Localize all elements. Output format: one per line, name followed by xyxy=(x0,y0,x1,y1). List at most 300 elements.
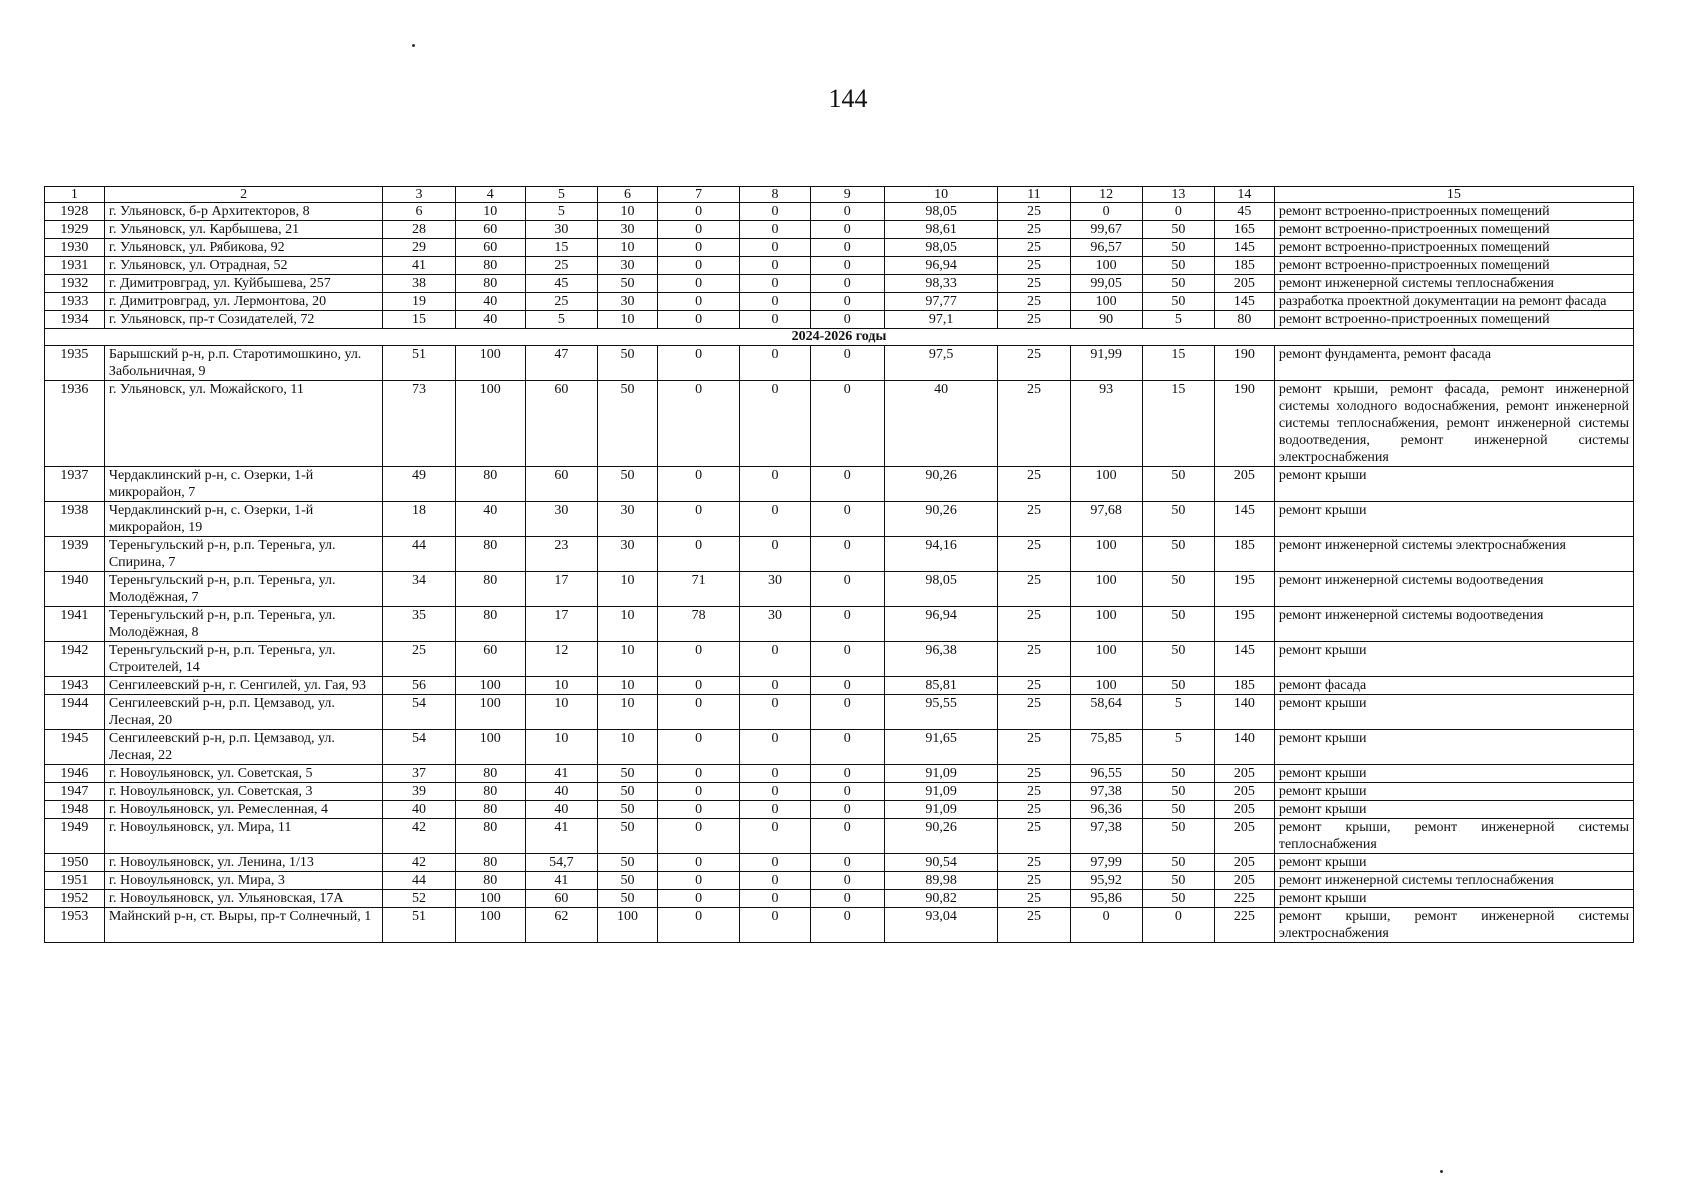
value-cell: 99,67 xyxy=(1070,221,1142,239)
row-number-cell: 1952 xyxy=(45,890,105,908)
value-cell: 0 xyxy=(657,346,740,381)
value-cell: 205 xyxy=(1214,765,1274,783)
value-cell: 6 xyxy=(383,203,455,221)
value-cell: 0 xyxy=(657,854,740,872)
value-cell: 91,09 xyxy=(884,783,998,801)
value-cell: 195 xyxy=(1214,607,1274,642)
value-cell: 190 xyxy=(1214,381,1274,467)
work-type-cell: ремонт крыши xyxy=(1274,890,1633,908)
value-cell: 225 xyxy=(1214,908,1274,943)
value-cell: 50 xyxy=(598,801,658,819)
value-cell: 19 xyxy=(383,293,455,311)
value-cell: 50 xyxy=(1142,607,1214,642)
value-cell: 50 xyxy=(1142,642,1214,677)
work-type-cell: ремонт крыши, ремонт инженерной системы электроснабжения xyxy=(1274,908,1633,943)
value-cell: 40 xyxy=(455,502,525,537)
value-cell: 25 xyxy=(998,467,1070,502)
value-cell: 0 xyxy=(810,239,884,257)
value-cell: 0 xyxy=(740,819,810,854)
value-cell: 0 xyxy=(1142,908,1214,943)
value-cell: 18 xyxy=(383,502,455,537)
value-cell: 91,65 xyxy=(884,730,998,765)
value-cell: 205 xyxy=(1214,819,1274,854)
value-cell: 5 xyxy=(1142,695,1214,730)
address-cell: г. Ульяновск, ул. Карбышева, 21 xyxy=(104,221,383,239)
value-cell: 50 xyxy=(598,467,658,502)
address-cell: Тереньгульский р-н, р.п. Тереньга, ул. Молодёжная, 7 xyxy=(104,572,383,607)
address-cell: Сенгилеевский р-н, г. Сенгилей, ул. Гая, 93 xyxy=(104,677,383,695)
value-cell: 0 xyxy=(740,467,810,502)
table-row xyxy=(45,257,1634,275)
value-cell: 50 xyxy=(1142,872,1214,890)
value-cell: 37 xyxy=(383,765,455,783)
work-type-cell: ремонт крыши xyxy=(1274,854,1633,872)
work-type-cell: ремонт встроенно-пристроенных помещений xyxy=(1274,311,1633,329)
row-number-cell: 1945 xyxy=(45,730,105,765)
value-cell: 25 xyxy=(998,239,1070,257)
value-cell: 25 xyxy=(998,695,1070,730)
value-cell: 44 xyxy=(383,537,455,572)
work-type-cell: ремонт встроенно-пристроенных помещений xyxy=(1274,221,1633,239)
value-cell: 96,57 xyxy=(1070,239,1142,257)
value-cell: 0 xyxy=(810,765,884,783)
address-cell: г. Димитровград, ул. Куйбышева, 257 xyxy=(104,275,383,293)
value-cell: 50 xyxy=(1142,572,1214,607)
value-cell: 145 xyxy=(1214,642,1274,677)
value-cell: 0 xyxy=(740,854,810,872)
value-cell: 40 xyxy=(884,381,998,467)
value-cell: 90,54 xyxy=(884,854,998,872)
value-cell: 0 xyxy=(810,275,884,293)
value-cell: 99,05 xyxy=(1070,275,1142,293)
value-cell: 0 xyxy=(740,872,810,890)
value-cell: 205 xyxy=(1214,854,1274,872)
value-cell: 0 xyxy=(657,221,740,239)
row-number-cell: 1932 xyxy=(45,275,105,293)
value-cell: 45 xyxy=(525,275,597,293)
table-row xyxy=(45,890,1634,908)
value-cell: 30 xyxy=(525,221,597,239)
address-cell: Майнский р-н, ст. Выры, пр-т Солнечный, 1 xyxy=(104,908,383,943)
value-cell: 97,38 xyxy=(1070,819,1142,854)
value-cell: 140 xyxy=(1214,730,1274,765)
value-cell: 50 xyxy=(598,854,658,872)
value-cell: 0 xyxy=(740,890,810,908)
value-cell: 25 xyxy=(998,293,1070,311)
value-cell: 25 xyxy=(998,890,1070,908)
value-cell: 30 xyxy=(598,257,658,275)
value-cell: 50 xyxy=(1142,537,1214,572)
value-cell: 25 xyxy=(998,502,1070,537)
address-cell: г. Новоульяновск, ул. Мира, 3 xyxy=(104,872,383,890)
value-cell: 0 xyxy=(740,221,810,239)
address-cell: г. Новоульяновск, ул. Советская, 5 xyxy=(104,765,383,783)
value-cell: 185 xyxy=(1214,537,1274,572)
table-row xyxy=(45,502,1634,537)
value-cell: 97,99 xyxy=(1070,854,1142,872)
value-cell: 0 xyxy=(810,293,884,311)
work-type-cell: ремонт фундамента, ремонт фасада xyxy=(1274,346,1633,381)
value-cell: 5 xyxy=(1142,311,1214,329)
row-number-cell: 1935 xyxy=(45,346,105,381)
address-cell: г. Ульяновск, б-р Архитекторов, 8 xyxy=(104,203,383,221)
table-row xyxy=(45,801,1634,819)
value-cell: 140 xyxy=(1214,695,1274,730)
value-cell: 98,05 xyxy=(884,203,998,221)
value-cell: 25 xyxy=(998,854,1070,872)
value-cell: 5 xyxy=(525,203,597,221)
address-cell: г. Ульяновск, ул. Можайского, 11 xyxy=(104,381,383,467)
value-cell: 145 xyxy=(1214,293,1274,311)
value-cell: 0 xyxy=(740,783,810,801)
value-cell: 15 xyxy=(525,239,597,257)
row-number-cell: 1934 xyxy=(45,311,105,329)
value-cell: 90,26 xyxy=(884,467,998,502)
value-cell: 95,92 xyxy=(1070,872,1142,890)
value-cell: 93 xyxy=(1070,381,1142,467)
value-cell: 91,99 xyxy=(1070,346,1142,381)
value-cell: 41 xyxy=(383,257,455,275)
value-cell: 60 xyxy=(455,221,525,239)
value-cell: 80 xyxy=(1214,311,1274,329)
value-cell: 50 xyxy=(598,872,658,890)
table-row xyxy=(45,381,1634,467)
value-cell: 50 xyxy=(1142,890,1214,908)
row-number-cell: 1937 xyxy=(45,467,105,502)
value-cell: 50 xyxy=(598,275,658,293)
value-cell: 0 xyxy=(657,293,740,311)
value-cell: 42 xyxy=(383,819,455,854)
value-cell: 17 xyxy=(525,572,597,607)
value-cell: 0 xyxy=(657,275,740,293)
value-cell: 60 xyxy=(525,467,597,502)
value-cell: 96,55 xyxy=(1070,765,1142,783)
value-cell: 0 xyxy=(740,677,810,695)
value-cell: 25 xyxy=(998,677,1070,695)
value-cell: 205 xyxy=(1214,467,1274,502)
column-number-cell: 10 xyxy=(884,187,998,203)
address-cell: Сенгилеевский р-н, р.п. Цемзавод, ул. Лесная, 22 xyxy=(104,730,383,765)
value-cell: 15 xyxy=(1142,381,1214,467)
value-cell: 0 xyxy=(657,783,740,801)
value-cell: 50 xyxy=(598,890,658,908)
value-cell: 5 xyxy=(525,311,597,329)
work-type-cell: разработка проектной документации на ремонт фасада xyxy=(1274,293,1633,311)
value-cell: 100 xyxy=(1070,467,1142,502)
value-cell: 50 xyxy=(1142,677,1214,695)
address-cell: г. Новоульяновск, ул. Ремесленная, 4 xyxy=(104,801,383,819)
address-cell: г. Новоульяновск, ул. Мира, 11 xyxy=(104,819,383,854)
table-row xyxy=(45,695,1634,730)
value-cell: 25 xyxy=(998,221,1070,239)
section-row xyxy=(45,329,1634,346)
value-cell: 205 xyxy=(1214,275,1274,293)
value-cell: 185 xyxy=(1214,257,1274,275)
value-cell: 0 xyxy=(810,502,884,537)
value-cell: 80 xyxy=(455,257,525,275)
value-cell: 0 xyxy=(810,890,884,908)
address-cell: г. Новоульяновск, ул. Ленина, 1/13 xyxy=(104,854,383,872)
work-type-cell: ремонт крыши, ремонт инженерной системы теплоснабжения xyxy=(1274,819,1633,854)
work-type-cell: ремонт инженерной системы теплоснабжения xyxy=(1274,872,1633,890)
column-number-cell: 14 xyxy=(1214,187,1274,203)
work-type-cell: ремонт крыши xyxy=(1274,765,1633,783)
value-cell: 0 xyxy=(657,642,740,677)
value-cell: 0 xyxy=(810,872,884,890)
value-cell: 25 xyxy=(998,801,1070,819)
table-row xyxy=(45,221,1634,239)
value-cell: 97,1 xyxy=(884,311,998,329)
value-cell: 205 xyxy=(1214,801,1274,819)
value-cell: 0 xyxy=(810,819,884,854)
address-cell: Чердаклинский р-н, с. Озерки, 1-й микрорайон, 7 xyxy=(104,467,383,502)
row-number-cell: 1951 xyxy=(45,872,105,890)
row-number-cell: 1949 xyxy=(45,819,105,854)
value-cell: 30 xyxy=(598,221,658,239)
value-cell: 12 xyxy=(525,642,597,677)
value-cell: 78 xyxy=(657,607,740,642)
value-cell: 100 xyxy=(455,890,525,908)
table-row xyxy=(45,730,1634,765)
column-number-cell: 2 xyxy=(104,187,383,203)
value-cell: 0 xyxy=(657,801,740,819)
row-number-cell: 1944 xyxy=(45,695,105,730)
value-cell: 80 xyxy=(455,537,525,572)
value-cell: 185 xyxy=(1214,677,1274,695)
value-cell: 54 xyxy=(383,695,455,730)
value-cell: 60 xyxy=(455,642,525,677)
value-cell: 10 xyxy=(598,607,658,642)
value-cell: 54,7 xyxy=(525,854,597,872)
table-row xyxy=(45,677,1634,695)
table-header-row xyxy=(45,187,1634,203)
value-cell: 25 xyxy=(998,381,1070,467)
value-cell: 98,33 xyxy=(884,275,998,293)
address-cell: Чердаклинский р-н, с. Озерки, 1-й микрорайон, 19 xyxy=(104,502,383,537)
value-cell: 0 xyxy=(657,730,740,765)
value-cell: 0 xyxy=(657,908,740,943)
value-cell: 50 xyxy=(598,819,658,854)
value-cell: 94,16 xyxy=(884,537,998,572)
value-cell: 0 xyxy=(810,677,884,695)
work-type-cell: ремонт инженерной системы водоотведения xyxy=(1274,607,1633,642)
table-row xyxy=(45,854,1634,872)
value-cell: 145 xyxy=(1214,239,1274,257)
row-number-cell: 1940 xyxy=(45,572,105,607)
work-type-cell: ремонт крыши xyxy=(1274,801,1633,819)
value-cell: 39 xyxy=(383,783,455,801)
value-cell: 97,5 xyxy=(884,346,998,381)
column-number-cell: 12 xyxy=(1070,187,1142,203)
value-cell: 50 xyxy=(598,381,658,467)
value-cell: 0 xyxy=(657,677,740,695)
address-cell: г. Ульяновск, ул. Отрадная, 52 xyxy=(104,257,383,275)
value-cell: 60 xyxy=(455,239,525,257)
table-row xyxy=(45,239,1634,257)
row-number-cell: 1942 xyxy=(45,642,105,677)
value-cell: 30 xyxy=(740,607,810,642)
value-cell: 30 xyxy=(598,293,658,311)
value-cell: 30 xyxy=(740,572,810,607)
value-cell: 80 xyxy=(455,467,525,502)
work-type-cell: ремонт крыши, ремонт фасада, ремонт инженерной системы холодного водоснабжения, ремонт инженерной системы теплоснабжения, ремонт инженерной системы водоотведения, ремонт инженерной системы электроснабжения xyxy=(1274,381,1633,467)
value-cell: 98,61 xyxy=(884,221,998,239)
value-cell: 97,77 xyxy=(884,293,998,311)
table-row xyxy=(45,346,1634,381)
value-cell: 90,26 xyxy=(884,502,998,537)
value-cell: 0 xyxy=(810,908,884,943)
value-cell: 100 xyxy=(1070,293,1142,311)
table-row xyxy=(45,203,1634,221)
value-cell: 62 xyxy=(525,908,597,943)
value-cell: 100 xyxy=(1070,257,1142,275)
work-type-cell: ремонт инженерной системы электроснабжения xyxy=(1274,537,1633,572)
value-cell: 40 xyxy=(525,783,597,801)
address-cell: Тереньгульский р-н, р.п. Тереньга, ул. Строителей, 14 xyxy=(104,642,383,677)
value-cell: 25 xyxy=(998,537,1070,572)
value-cell: 0 xyxy=(740,381,810,467)
value-cell: 0 xyxy=(810,346,884,381)
value-cell: 25 xyxy=(998,908,1070,943)
table-row xyxy=(45,537,1634,572)
value-cell: 0 xyxy=(740,346,810,381)
value-cell: 80 xyxy=(455,872,525,890)
value-cell: 25 xyxy=(998,783,1070,801)
value-cell: 100 xyxy=(455,908,525,943)
value-cell: 47 xyxy=(525,346,597,381)
value-cell: 97,38 xyxy=(1070,783,1142,801)
work-type-cell: ремонт крыши xyxy=(1274,695,1633,730)
value-cell: 25 xyxy=(998,607,1070,642)
value-cell: 25 xyxy=(998,642,1070,677)
work-type-cell: ремонт крыши xyxy=(1274,783,1633,801)
work-type-cell: ремонт крыши xyxy=(1274,502,1633,537)
value-cell: 100 xyxy=(455,346,525,381)
work-type-cell: ремонт крыши xyxy=(1274,730,1633,765)
address-cell: Тереньгульский р-н, р.п. Тереньга, ул. Спирина, 7 xyxy=(104,537,383,572)
value-cell: 80 xyxy=(455,801,525,819)
work-type-cell: ремонт крыши xyxy=(1274,467,1633,502)
value-cell: 50 xyxy=(1142,783,1214,801)
value-cell: 165 xyxy=(1214,221,1274,239)
value-cell: 0 xyxy=(810,221,884,239)
value-cell: 50 xyxy=(1142,801,1214,819)
value-cell: 50 xyxy=(1142,765,1214,783)
value-cell: 44 xyxy=(383,872,455,890)
value-cell: 50 xyxy=(1142,239,1214,257)
value-cell: 0 xyxy=(810,783,884,801)
address-cell: г. Новоульяновск, ул. Ульяновская, 17А xyxy=(104,890,383,908)
value-cell: 205 xyxy=(1214,872,1274,890)
column-number-cell: 13 xyxy=(1142,187,1214,203)
row-number-cell: 1936 xyxy=(45,381,105,467)
value-cell: 100 xyxy=(1070,607,1142,642)
column-number-cell: 15 xyxy=(1274,187,1633,203)
row-number-cell: 1941 xyxy=(45,607,105,642)
value-cell: 25 xyxy=(998,765,1070,783)
value-cell: 0 xyxy=(810,203,884,221)
value-cell: 0 xyxy=(810,572,884,607)
value-cell: 51 xyxy=(383,346,455,381)
value-cell: 93,04 xyxy=(884,908,998,943)
row-number-cell: 1938 xyxy=(45,502,105,537)
column-number-cell: 1 xyxy=(45,187,105,203)
value-cell: 100 xyxy=(1070,537,1142,572)
work-type-cell: ремонт встроенно-пристроенных помещений xyxy=(1274,257,1633,275)
value-cell: 0 xyxy=(740,801,810,819)
address-cell: г. Ульяновск, пр-т Созидателей, 72 xyxy=(104,311,383,329)
row-number-cell: 1953 xyxy=(45,908,105,943)
value-cell: 25 xyxy=(998,311,1070,329)
value-cell: 95,55 xyxy=(884,695,998,730)
value-cell: 25 xyxy=(525,257,597,275)
value-cell: 80 xyxy=(455,607,525,642)
value-cell: 41 xyxy=(525,765,597,783)
value-cell: 0 xyxy=(740,537,810,572)
value-cell: 0 xyxy=(657,203,740,221)
value-cell: 0 xyxy=(657,239,740,257)
work-type-cell: ремонт встроенно-пристроенных помещений xyxy=(1274,203,1633,221)
value-cell: 73 xyxy=(383,381,455,467)
row-number-cell: 1948 xyxy=(45,801,105,819)
value-cell: 96,36 xyxy=(1070,801,1142,819)
value-cell: 30 xyxy=(598,537,658,572)
value-cell: 10 xyxy=(598,730,658,765)
value-cell: 0 xyxy=(657,819,740,854)
value-cell: 80 xyxy=(455,275,525,293)
table-row xyxy=(45,311,1634,329)
value-cell: 0 xyxy=(657,537,740,572)
value-cell: 91,09 xyxy=(884,801,998,819)
value-cell: 10 xyxy=(455,203,525,221)
value-cell: 0 xyxy=(657,695,740,730)
value-cell: 0 xyxy=(1070,908,1142,943)
value-cell: 95,86 xyxy=(1070,890,1142,908)
value-cell: 100 xyxy=(1070,677,1142,695)
value-cell: 25 xyxy=(383,642,455,677)
value-cell: 10 xyxy=(598,572,658,607)
value-cell: 41 xyxy=(525,819,597,854)
value-cell: 0 xyxy=(657,502,740,537)
address-cell: Сенгилеевский р-н, р.п. Цемзавод, ул. Лесная, 20 xyxy=(104,695,383,730)
value-cell: 80 xyxy=(455,854,525,872)
value-cell: 71 xyxy=(657,572,740,607)
value-cell: 0 xyxy=(810,642,884,677)
value-cell: 100 xyxy=(455,730,525,765)
table-row xyxy=(45,783,1634,801)
value-cell: 10 xyxy=(525,730,597,765)
value-cell: 10 xyxy=(598,311,658,329)
value-cell: 10 xyxy=(598,642,658,677)
work-type-cell: ремонт встроенно-пристроенных помещений xyxy=(1274,239,1633,257)
row-number-cell: 1946 xyxy=(45,765,105,783)
value-cell: 40 xyxy=(455,311,525,329)
value-cell: 85,81 xyxy=(884,677,998,695)
address-cell: Тереньгульский р-н, р.п. Тереньга, ул. Молодёжная, 8 xyxy=(104,607,383,642)
value-cell: 25 xyxy=(998,819,1070,854)
value-cell: 0 xyxy=(657,381,740,467)
value-cell: 0 xyxy=(740,695,810,730)
value-cell: 0 xyxy=(657,311,740,329)
value-cell: 10 xyxy=(598,239,658,257)
value-cell: 50 xyxy=(598,765,658,783)
value-cell: 15 xyxy=(1142,346,1214,381)
value-cell: 0 xyxy=(810,730,884,765)
value-cell: 0 xyxy=(657,467,740,502)
value-cell: 35 xyxy=(383,607,455,642)
value-cell: 50 xyxy=(1142,502,1214,537)
value-cell: 0 xyxy=(810,537,884,572)
